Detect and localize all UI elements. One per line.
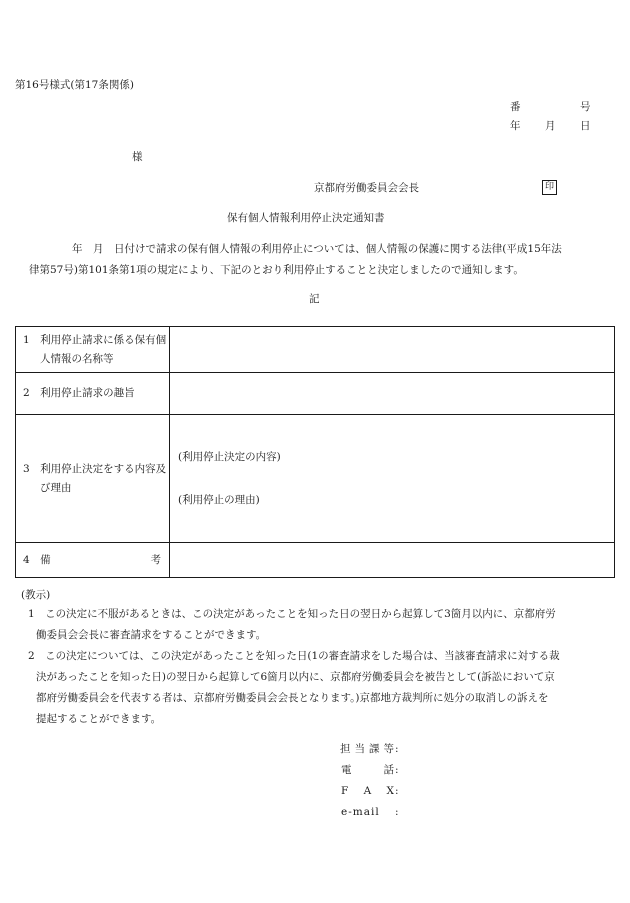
instruction-1-line-1: 1 この決定に不服があるときは、この決定があったことを知った日の翌日から起算して3箇月以内に、京都府労 bbox=[28, 608, 556, 620]
contact-phone-row bbox=[340, 765, 399, 786]
body-text-line-1: 年 月 日付けで請求の保有個人情報の利用停止については、個人情報の保護に関する法律(平成15年法 bbox=[72, 243, 562, 255]
row-label-text: 2 利用停止請求の趣旨 bbox=[23, 387, 135, 399]
row-label bbox=[16, 373, 170, 415]
remarks-label-left: 4 備 bbox=[23, 553, 51, 566]
colon: : bbox=[395, 806, 399, 818]
addressee-honorific: 様 bbox=[132, 151, 143, 163]
contact-fax-label: F A X bbox=[341, 785, 394, 797]
decision-table bbox=[15, 326, 615, 578]
body-text-line-2: 律第57号)第101条第1項の規定により、下記のとおり利用停止することと決定しましたので通知します。 bbox=[29, 264, 524, 276]
decision-reason-label: (利用停止の理由) bbox=[178, 493, 260, 506]
contact-dept-row bbox=[340, 744, 399, 765]
instructions-heading: (教示) bbox=[21, 589, 51, 601]
date-month-label: 月 bbox=[545, 120, 556, 132]
contact-fax-row bbox=[340, 786, 399, 807]
contact-email-label: e-mail bbox=[341, 806, 380, 818]
contact-dept-label: 担当課等 bbox=[340, 743, 394, 755]
remarks-label-right: 考 bbox=[150, 553, 161, 566]
ki-heading: 記 bbox=[309, 293, 320, 305]
decision-content-label: (利用停止決定の内容) bbox=[178, 451, 281, 463]
table-row bbox=[16, 543, 615, 578]
form-number: 第16号様式(第17条関係) bbox=[15, 79, 134, 91]
contact-phone-label: 電 話 bbox=[341, 764, 394, 776]
contact-block bbox=[340, 744, 399, 828]
number-label: 番 bbox=[510, 101, 521, 113]
table-row bbox=[16, 373, 615, 415]
colon: : bbox=[395, 785, 399, 797]
row-value bbox=[170, 543, 615, 578]
row-value bbox=[170, 415, 615, 543]
colon: : bbox=[395, 743, 399, 755]
seal-mark: 印 bbox=[542, 180, 557, 195]
instruction-2-line-3: 都府労働委員会を代表する者は、京都府労働委員会会長となります。)京都地方裁判所に処分の取消しの訴えを bbox=[36, 692, 549, 704]
instruction-2-line-1: 2 この決定については、この決定があったことを知った日(1の審査請求をした場合は、当該審査請求に対する裁 bbox=[28, 650, 560, 662]
date-day-label: 日 bbox=[580, 120, 591, 132]
document-title: 保有個人情報利用停止決定通知書 bbox=[227, 212, 385, 224]
row-value bbox=[170, 373, 615, 415]
date-year-label: 年 bbox=[510, 120, 521, 132]
issuer-name: 京都府労働委員会会長 bbox=[314, 182, 419, 194]
contact-email-row bbox=[340, 807, 399, 828]
colon: : bbox=[395, 764, 399, 776]
table-row bbox=[16, 415, 615, 543]
row-label-text: 3 利用停止決定をする内容及び理由 bbox=[23, 462, 167, 494]
instruction-2-line-2: 決があったことを知った日)の翌日から起算して6箇月以内に、京都府労働委員会を被告として(訴訟において京 bbox=[36, 671, 555, 683]
remarks-label bbox=[23, 551, 169, 570]
table-row bbox=[16, 327, 615, 373]
row-value bbox=[170, 327, 615, 373]
row-label-text: 1 利用停止請求に係る保有個人情報の名称等 bbox=[23, 333, 167, 365]
instruction-1-line-2: 働委員会会長に審査請求をすることができます。 bbox=[36, 629, 267, 641]
instruction-2-line-4: 提起することができます。 bbox=[36, 713, 162, 725]
row-label bbox=[16, 543, 170, 578]
row-label bbox=[16, 327, 170, 373]
row-label bbox=[16, 415, 170, 543]
number-suffix: 号 bbox=[580, 101, 591, 113]
